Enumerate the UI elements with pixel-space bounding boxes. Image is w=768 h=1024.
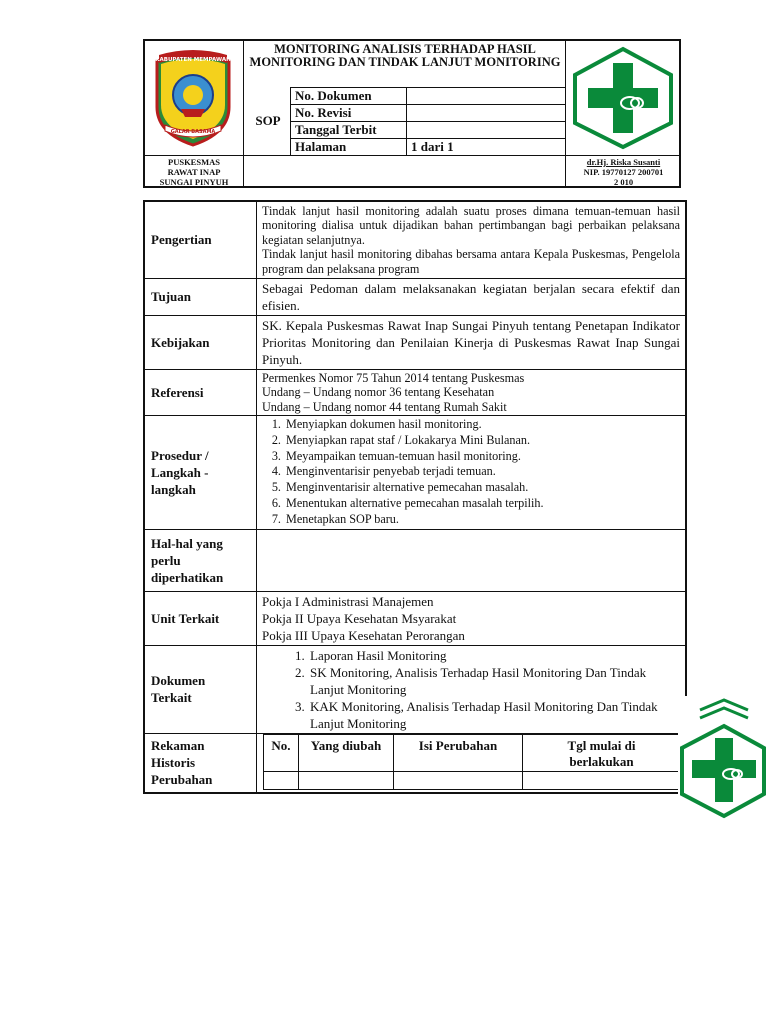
list-item: 4. Menginventarisir penyebab terjadi temuan. xyxy=(284,464,680,480)
row-prosedur xyxy=(144,416,686,530)
value-prosedur xyxy=(257,416,687,530)
svg-text:GALAR BASAMA: GALAR BASAMA xyxy=(170,129,216,135)
value-dokumen-terkait xyxy=(257,645,687,733)
row-kebijakan xyxy=(144,315,686,369)
label-tujuan: Tujuan xyxy=(144,278,257,315)
divider xyxy=(243,41,244,186)
puskesmas-logo-overlay xyxy=(678,696,768,820)
signer-name: dr.Hj. Riska Susanti xyxy=(586,157,661,167)
table-cell xyxy=(523,771,681,789)
signer-block xyxy=(566,157,681,187)
row-hal-hal xyxy=(144,529,686,591)
value-pengertian: Tindak lanjut hasil monitoring adalah suatu proses dimana temuan-temuan hasil monitoring dialisa untuk dijadikan bahan pertimbangan bagi perbaikan pelaksana kegiatan selanjutnya. Tindak lanjut hasil monitoring dibahas bersama antara Kepala Puskesmas, Pengelola program dan pelaksana program xyxy=(257,201,687,278)
list-item: 1. Laporan Hasil Monitoring xyxy=(308,647,680,664)
list-item: 6. Menentukan alternative pemecahan masalah terpilih. xyxy=(284,496,680,512)
svg-text:KABUPATEN MEMPAWAH: KABUPATEN MEMPAWAH xyxy=(155,57,231,63)
row-pengertian xyxy=(144,201,686,278)
sop-label: SOP xyxy=(255,113,281,128)
document-title: MONITORING ANALISIS TERHADAP HASIL MONITORING DAN TINDAK LANJUT MONITORING xyxy=(249,42,561,69)
value-kebijakan: SK. Kepala Puskesmas Rawat Inap Sungai Pinyuh tentang Penetapan Indikator Prioritas Monitoring dan Penilaian Kinerja di Puskesmas Rawat Inap Sungai Pinyuh. xyxy=(257,315,687,369)
table-cell xyxy=(264,771,299,789)
sop-header xyxy=(143,39,681,188)
label-dokumen-terkait: Dokumen Terkait xyxy=(144,645,257,733)
field-label-halaman: Halaman xyxy=(295,139,347,154)
list-item: 2. Menyiapkan rapat staf / Lokakarya Mini Bulanan. xyxy=(284,433,680,449)
table-cell xyxy=(394,771,523,789)
value-unit-terkait: Pokja I Administrasi Manajemen Pokja II Upaya Kesehatan Msyarakat Pokja III Upaya Kesehatan Perorangan xyxy=(257,591,687,645)
col-isi-perubahan: Isi Perubahan xyxy=(394,734,523,771)
value-referensi: Permenkes Nomor 75 Tahun 2014 tentang Puskesmas Undang – Undang nomor 36 tentang Kesehatan Undang – Undang nomor 44 tentang Rumah Sakit xyxy=(257,369,687,416)
signer-nip: NIP. 19770127 200701 xyxy=(583,167,664,177)
institution-name: PUSKESMAS RAWAT INAP SUNGAI PINYUH xyxy=(159,157,229,187)
row-referensi xyxy=(144,369,686,416)
list-item: 7. Menetapkan SOP baru. xyxy=(284,512,680,528)
regency-logo xyxy=(151,47,235,147)
list-item: 3. KAK Monitoring, Analisis Terhadap Hasil Monitoring Dan Tindak Lanjut Monitoring xyxy=(308,698,680,732)
label-pengertian: Pengertian xyxy=(144,201,257,278)
row-dokumen-terkait xyxy=(144,645,686,733)
field-value-halaman: 1 dari 1 xyxy=(411,139,454,154)
puskesmas-logo xyxy=(569,45,677,151)
history-table xyxy=(263,734,681,790)
field-label-tanggal-terbit: Tanggal Terbit xyxy=(295,122,377,137)
sop-content-table xyxy=(143,200,687,794)
row-tujuan xyxy=(144,278,686,315)
value-tujuan: Sebagai Pedoman dalam melaksanakan kegiatan berjalan secara efektif dan efisien. xyxy=(257,278,687,315)
list-item: 1. Menyiapkan dokumen hasil monitoring. xyxy=(284,417,680,433)
list-item: 2. SK Monitoring, Analisis Terhadap Hasil Monitoring Dan Tindak Lanjut Monitoring xyxy=(308,664,680,698)
list-item: 5. Menginventarisir alternative pemecahan masalah. xyxy=(284,480,680,496)
divider xyxy=(145,155,681,156)
row-rekaman xyxy=(144,733,686,793)
col-no: No. xyxy=(264,734,299,771)
document-list xyxy=(262,647,680,732)
procedure-list xyxy=(262,417,680,528)
field-label-no-revisi: No. Revisi xyxy=(295,105,352,120)
table-row xyxy=(264,771,681,789)
table-row xyxy=(264,734,681,771)
col-tgl-berlaku: Tgl mulai di berlakukan xyxy=(523,734,681,771)
value-rekaman xyxy=(257,733,687,793)
label-referensi: Referensi xyxy=(144,369,257,416)
row-unit-terkait xyxy=(144,591,686,645)
table-cell xyxy=(299,771,394,789)
col-yang-diubah: Yang diubah xyxy=(299,734,394,771)
signer-nip-cont: 2 010 xyxy=(613,177,634,187)
value-hal-hal xyxy=(257,529,687,591)
field-label-no-dokumen: No. Dokumen xyxy=(295,88,372,103)
label-kebijakan: Kebijakan xyxy=(144,315,257,369)
label-prosedur: Prosedur / Langkah - langkah xyxy=(144,416,257,530)
label-hal-hal: Hal-hal yang perlu diperhatikan xyxy=(144,529,257,591)
label-unit-terkait: Unit Terkait xyxy=(144,591,257,645)
label-rekaman: Rekaman Historis Perubahan xyxy=(144,733,257,793)
list-item: 3. Meyampaikan temuan-temuan hasil monitoring. xyxy=(284,449,680,465)
